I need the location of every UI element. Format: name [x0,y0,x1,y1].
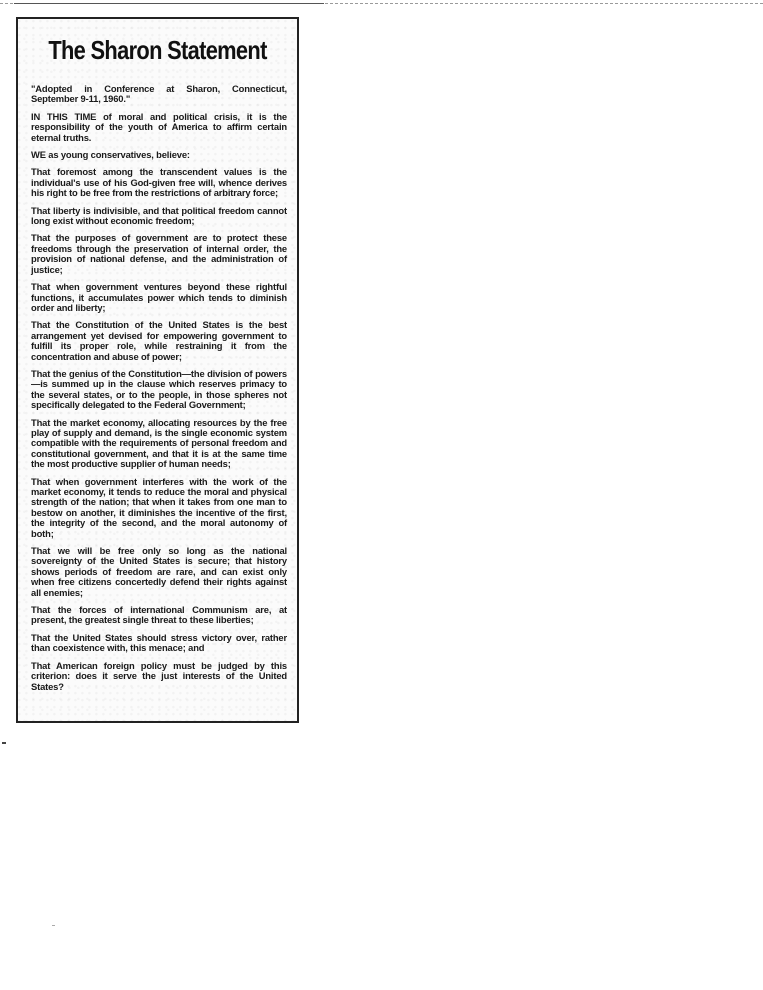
preamble-paragraph: IN THIS TIME of moral and political crisis, it is the responsibility of the youth of America to affirm certain eternal truths. [31,110,287,143]
belief-intro: WE as young conservatives, believe: [31,149,190,161]
principle-paragraph: That the market economy, allocating resources by the free play of supply and demand, is the single economic system compatible with the requirements of personal freedom and constitutional government, and that it is at the same time the most productive supplier of human needs; [31,416,287,470]
statement-frame [16,17,299,723]
adoption-note: "Adopted in Conference at Sharon, Connecticut, September 9-11, 1960." [31,83,287,105]
principle-paragraph: That when government interferes with the work of the market economy, it tends to reduce the moral and physical strength of the nation; that when it takes from one man to bestow on another, it diminishes the incentive of the first, the integrity of the second, and the moral autonomy of both; [31,475,287,539]
principle-paragraph: That liberty is indivisible, and that political freedom cannot long exist without economic freedom; [31,204,287,227]
principle-paragraph: That the genius of the Constitution—the division of powers—is summed up in the clause which reserves primacy to the several states, or to the people, in those spheres not specifically delegated to the Federal Government; [31,367,287,411]
document-title: The Sharon Statement [48,35,267,65]
principle-paragraph: That foremost among the transcendent values is the individual's use of his God-given free will, whence derives his right to be free from the restrictions of arbitrary force; [31,166,287,199]
principle-paragraph: That when government ventures beyond these rightful functions, it accumulates power which tends to diminish order and liberty; [31,281,287,313]
closing-paragraph: That American foreign policy must be judged by this criterion: does it serve the just interests of the United States? [31,659,287,692]
scan-top-solid-rule [14,3,324,4]
statement-body [31,84,287,699]
principle-paragraph: That the forces of international Communism are, at present, the greatest single threat to these liberties; [31,604,287,626]
principle-paragraph: That the Constitution of the United States is the best arrangement yet devised for empowering government to fulfill its proper role, while restraining it from the concentration and abuse of power; [31,319,287,362]
principle-paragraph: That the United States should stress victory over, rather than coexistence with, this menace; and [31,631,287,654]
principle-paragraph: That the purposes of government are to protect these freedoms through the preservation of internal order, the provision of national defense, and the administration of justice; [31,232,287,275]
principle-paragraph: That we will be free only so long as the national sovereignty of the United States is secure; that history shows periods of freedom are rare, and can exist only when free citizens concertedly defend their rights against all enemies; [31,545,287,598]
scan-margin-mark [2,742,6,744]
scan-speck [52,925,55,926]
